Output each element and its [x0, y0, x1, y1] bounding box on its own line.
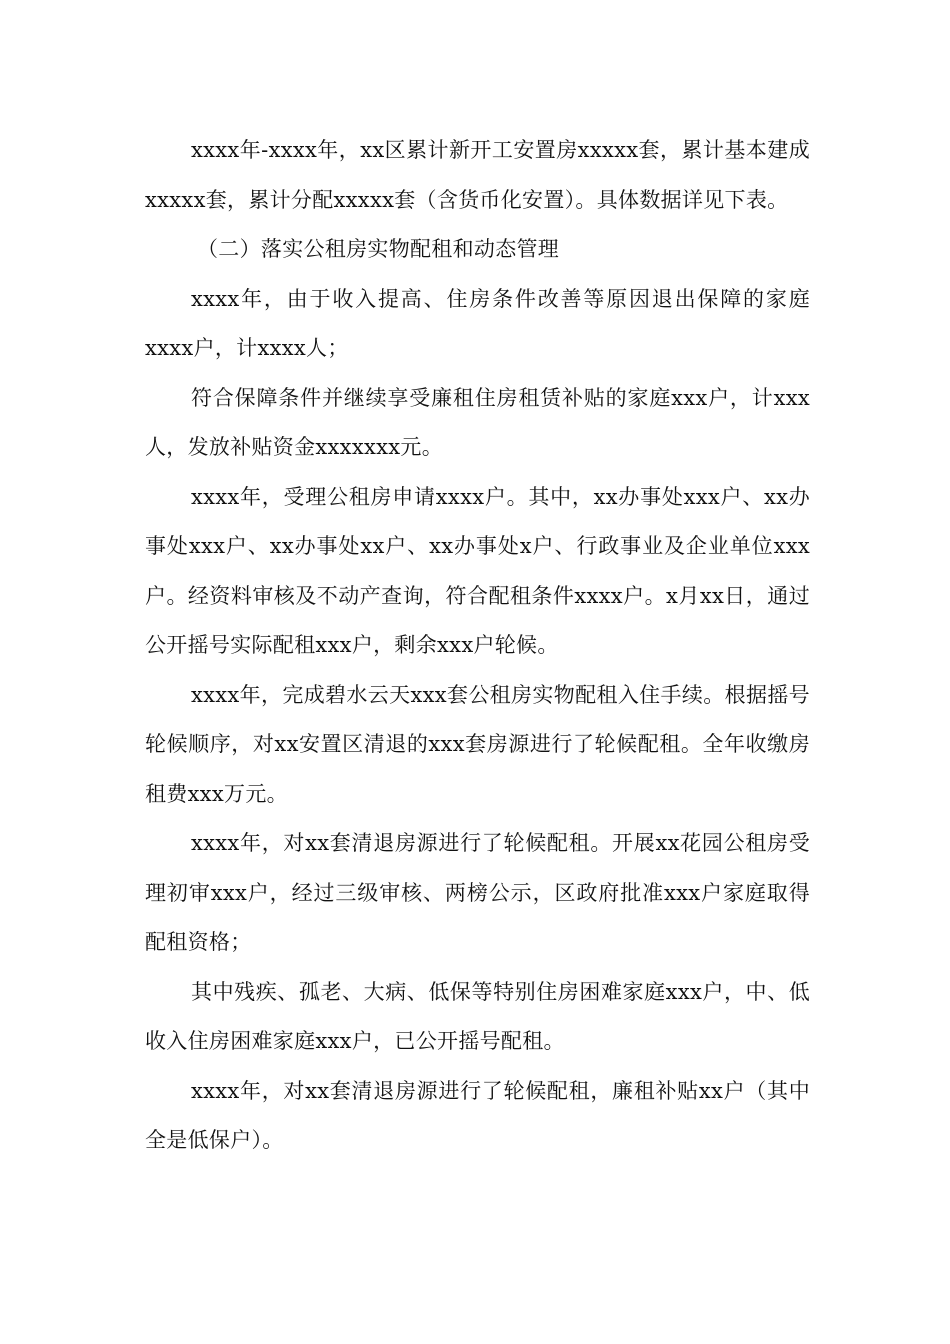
section-heading: （二）落实公租房实物配租和动态管理	[197, 237, 560, 261]
paragraph-applications: xxxx年，受理公租房申请xxxx户。其中，xx办事处xxx户、xx办事处xxx户、xx办事处xx户、xx办事处x户、行政事业及企业单位xxx户。经资料审核及不动产查询，符合配租条件xxxx户。x月xx日，通过公开摇号实际配租xxx户，剩余xxx户轮候。	[145, 484, 810, 657]
paragraph-rental-subsidy: 符合保障条件并继续享受廉租住房租赁补贴的家庭xxx户，计xxx人，发放补贴资金xxxxxxx元。	[145, 385, 810, 459]
paragraph-special-hardship: 其中残疾、孤老、大病、低保等特别住房困难家庭xxx户，中、低收入住房困难家庭xxx户，已公开摇号配租。	[145, 979, 810, 1053]
paragraph-physical-allocation: xxxx年，完成碧水云天xxx套公租房实物配租入住手续。根据摇号轮候顺序，对xx安置区清退的xxx套房源进行了轮候配租。全年收缴房租费xxx万元。	[145, 682, 810, 806]
paragraph-rotation-allocation: xxxx年，对xx套清退房源进行了轮候配租。开展xx花园公租房受理初审xxx户，经过三级审核、两榜公示，区政府批准xxx户家庭取得配租资格；	[145, 831, 810, 954]
document-body	[145, 126, 810, 1166]
paragraph-housing-summary: xxxx年-xxxx年，xx区累计新开工安置房xxxxx套，累计基本建成xxxxx套，累计分配xxxxx套（含货币化安置）。具体数据详见下表。	[145, 138, 810, 212]
paragraph-exit-households: xxxx年，由于收入提高、住房条件改善等原因退出保障的家庭xxxx户，计xxxx人；	[145, 286, 810, 360]
paragraph-low-rent-subsidy: xxxx年，对xx套清退房源进行了轮候配租，廉租补贴xx户（其中全是低保户）。	[145, 1078, 810, 1152]
